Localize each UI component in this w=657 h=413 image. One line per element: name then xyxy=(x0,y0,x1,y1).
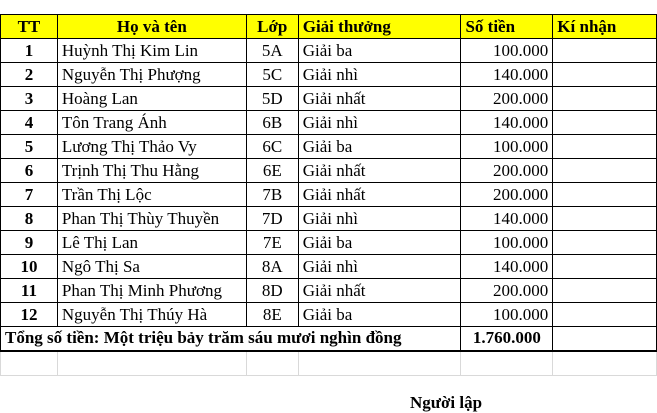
cell-class[interactable]: 8A xyxy=(246,255,298,279)
table-row xyxy=(1,135,657,159)
cell-amount[interactable]: 200.000 xyxy=(461,183,553,207)
cell-prize[interactable]: Giải nhì xyxy=(298,255,461,279)
cell-tt[interactable]: 9 xyxy=(1,231,58,255)
cell-prize[interactable]: Giải nhất xyxy=(298,183,461,207)
cell-tt[interactable]: 5 xyxy=(1,135,58,159)
cell-name[interactable]: Trịnh Thị Thu Hằng xyxy=(57,159,246,183)
cell-name[interactable]: Ngô Thị Sa xyxy=(57,255,246,279)
cell-class[interactable]: 6C xyxy=(246,135,298,159)
cell-prize[interactable]: Giải nhất xyxy=(298,87,461,111)
table-row xyxy=(1,183,657,207)
cell-prize[interactable]: Giải ba xyxy=(298,39,461,63)
cell-class[interactable]: 5A xyxy=(246,39,298,63)
cell-tt[interactable]: 7 xyxy=(1,183,58,207)
cell-prize[interactable]: Giải ba xyxy=(298,303,461,327)
cell-amount[interactable]: 100.000 xyxy=(461,231,553,255)
cell-prize[interactable]: Giải nhì xyxy=(298,63,461,87)
empty-cell[interactable] xyxy=(1,351,58,376)
header-class[interactable]: Lớp xyxy=(246,15,298,39)
cell-class[interactable]: 7E xyxy=(246,231,298,255)
prize-table xyxy=(0,14,657,376)
cell-amount[interactable]: 140.000 xyxy=(461,207,553,231)
cell-tt[interactable]: 10 xyxy=(1,255,58,279)
cell-name[interactable]: Nguyễn Thị Phượng xyxy=(57,63,246,87)
cell-name[interactable]: Trần Thị Lộc xyxy=(57,183,246,207)
cell-amount[interactable]: 100.000 xyxy=(461,135,553,159)
empty-cell[interactable] xyxy=(246,351,298,376)
total-row xyxy=(1,327,657,351)
cell-amount[interactable]: 100.000 xyxy=(461,303,553,327)
cell-sign[interactable] xyxy=(553,183,657,207)
cell-prize[interactable]: Giải ba xyxy=(298,135,461,159)
cell-class[interactable]: 8E xyxy=(246,303,298,327)
table-row xyxy=(1,111,657,135)
cell-sign[interactable] xyxy=(553,135,657,159)
empty-cell[interactable] xyxy=(298,351,461,376)
cell-sign[interactable] xyxy=(553,207,657,231)
empty-cell[interactable] xyxy=(553,351,657,376)
cell-sign[interactable] xyxy=(553,111,657,135)
cell-name[interactable]: Phan Thị Thùy Thuyền xyxy=(57,207,246,231)
cell-tt[interactable]: 4 xyxy=(1,111,58,135)
cell-tt[interactable]: 3 xyxy=(1,87,58,111)
cell-amount[interactable]: 100.000 xyxy=(461,39,553,63)
cell-sign[interactable] xyxy=(553,39,657,63)
header-row xyxy=(1,15,657,39)
table-row xyxy=(1,279,657,303)
table-row xyxy=(1,207,657,231)
cell-amount[interactable]: 140.000 xyxy=(461,111,553,135)
cell-class[interactable]: 5C xyxy=(246,63,298,87)
cell-amount[interactable]: 140.000 xyxy=(461,255,553,279)
table-row xyxy=(1,303,657,327)
cell-class[interactable]: 7B xyxy=(246,183,298,207)
cell-name[interactable]: Tôn Trang Ánh xyxy=(57,111,246,135)
cell-sign[interactable] xyxy=(553,87,657,111)
table-row xyxy=(1,231,657,255)
cell-class[interactable]: 7D xyxy=(246,207,298,231)
total-label[interactable]: Tổng số tiền: Một triệu bảy trăm sáu mươi nghìn đồng xyxy=(1,327,461,351)
table-row xyxy=(1,159,657,183)
cell-amount[interactable]: 140.000 xyxy=(461,63,553,87)
cell-tt[interactable]: 11 xyxy=(1,279,58,303)
total-sign-cell[interactable] xyxy=(553,327,657,351)
cell-name[interactable]: Nguyễn Thị Thúy Hà xyxy=(57,303,246,327)
cell-name[interactable]: Hoàng Lan xyxy=(57,87,246,111)
cell-name[interactable]: Phan Thị Minh Phương xyxy=(57,279,246,303)
cell-tt[interactable]: 1 xyxy=(1,39,58,63)
cell-sign[interactable] xyxy=(553,255,657,279)
cell-sign[interactable] xyxy=(553,231,657,255)
cell-tt[interactable]: 12 xyxy=(1,303,58,327)
cell-sign[interactable] xyxy=(553,279,657,303)
header-tt[interactable]: TT xyxy=(1,15,58,39)
cell-tt[interactable]: 6 xyxy=(1,159,58,183)
table-row xyxy=(1,87,657,111)
cell-class[interactable]: 5D xyxy=(246,87,298,111)
header-amount[interactable]: Số tiền xyxy=(461,15,553,39)
cell-name[interactable]: Lê Thị Lan xyxy=(57,231,246,255)
table-row xyxy=(1,39,657,63)
total-amount[interactable]: 1.760.000 xyxy=(461,327,553,351)
cell-amount[interactable]: 200.000 xyxy=(461,87,553,111)
cell-sign[interactable] xyxy=(553,303,657,327)
empty-cell[interactable] xyxy=(461,351,553,376)
cell-prize[interactable]: Giải nhì xyxy=(298,111,461,135)
table-row xyxy=(1,63,657,87)
cell-prize[interactable]: Giải nhì xyxy=(298,207,461,231)
signer-label[interactable]: Người lập xyxy=(410,393,483,412)
cell-tt[interactable]: 2 xyxy=(1,63,58,87)
empty-row xyxy=(1,351,657,376)
cell-prize[interactable]: Giải ba xyxy=(298,231,461,255)
header-sign[interactable]: Kí nhận xyxy=(553,15,657,39)
cell-class[interactable]: 6B xyxy=(246,111,298,135)
cell-prize[interactable]: Giải nhất xyxy=(298,279,461,303)
cell-prize[interactable]: Giải nhất xyxy=(298,159,461,183)
header-name[interactable]: Họ và tên xyxy=(57,15,246,39)
cell-sign[interactable] xyxy=(553,159,657,183)
cell-class[interactable]: 8D xyxy=(246,279,298,303)
cell-name[interactable]: Huỳnh Thị Kim Lin xyxy=(57,39,246,63)
cell-amount[interactable]: 200.000 xyxy=(461,279,553,303)
table-row xyxy=(1,255,657,279)
cell-sign[interactable] xyxy=(553,63,657,87)
header-prize[interactable]: Giải thưởng xyxy=(298,15,461,39)
empty-cell[interactable] xyxy=(57,351,246,376)
cell-amount[interactable]: 200.000 xyxy=(461,159,553,183)
cell-tt[interactable]: 8 xyxy=(1,207,58,231)
cell-name[interactable]: Lương Thị Thảo Vy xyxy=(57,135,246,159)
cell-class[interactable]: 6E xyxy=(246,159,298,183)
